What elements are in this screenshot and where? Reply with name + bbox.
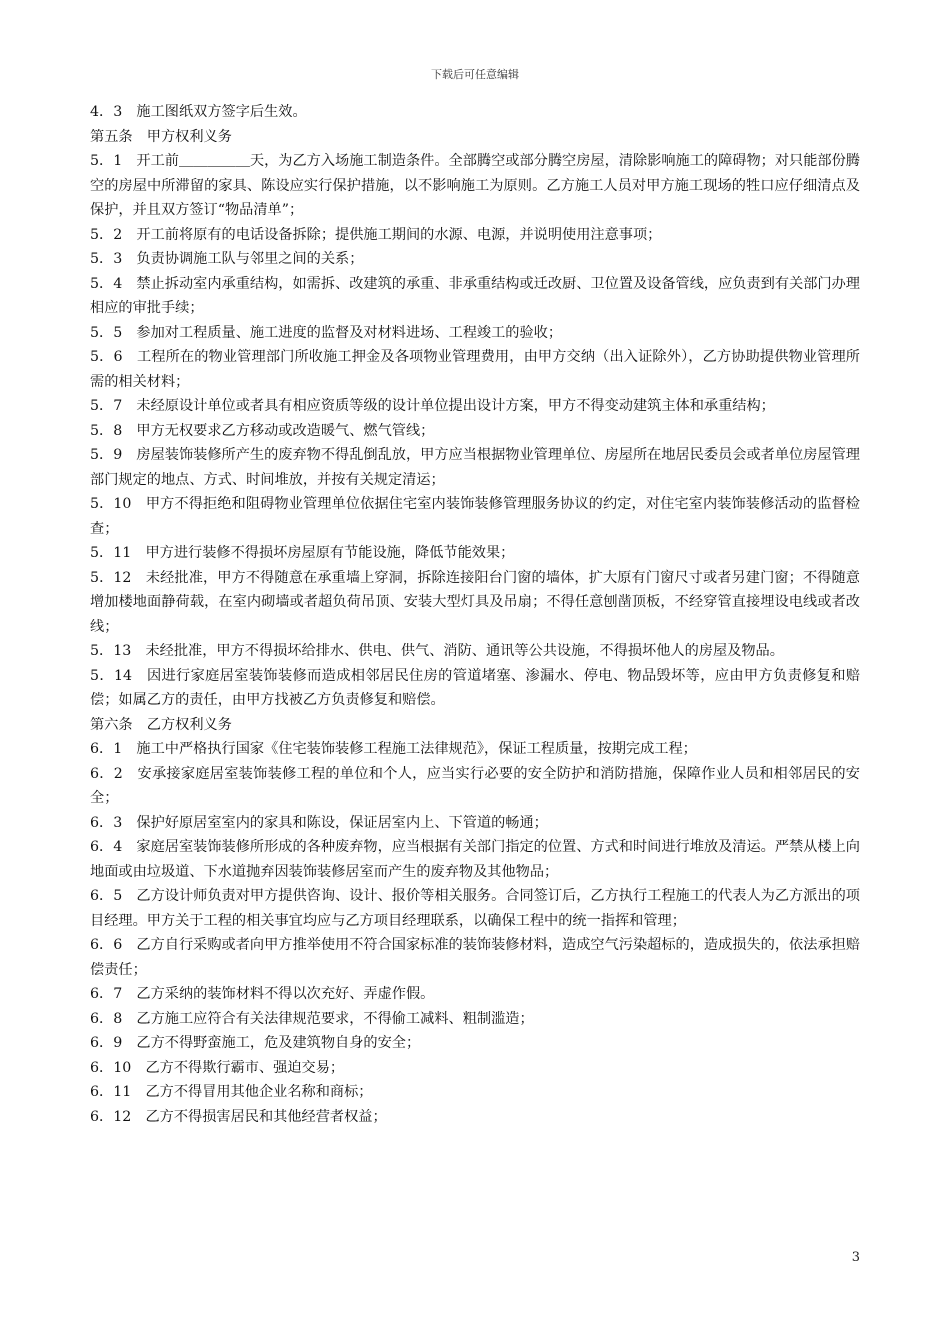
- clause-5-1: 5．1 开工前＿＿＿＿＿天，为乙方入场施工制造条件。全部腾空或部分腾空房屋，清除影响施工的障碍物；对只能部份腾空的房屋中所滞留的家具、陈设应实行保护措施，以不影响施工为原则。乙方施工人员对甲方施工现场的牲口应仔细清点及保护，并且双方签订“物品清单”；: [90, 153, 860, 218]
- clause-5-10: 5．10 甲方不得拒绝和阻碍物业管理单位依据住宅室内装饰装修管理服务协议的约定，对住宅室内装饰装修活动的监督检查；: [90, 496, 860, 537]
- clause-6-10: 6．10 乙方不得欺行霸市、强迫交易；: [90, 1059, 345, 1076]
- page-number: 3: [851, 1250, 860, 1265]
- clause-6-6: 6．6 乙方自行采购或者向甲方推举使用不符合国家标准的装饰装修材料，造成空气污染超标的，造成损失的，依法承担赔偿责任；: [90, 937, 860, 978]
- clause-5-3: 5．3 负责协调施工队与邻里之间的关系；: [90, 251, 364, 267]
- clause-5-11: 5．11 甲方进行装修不得损坏房屋原有节能设施，降低节能效果；: [90, 545, 515, 561]
- page-header: 下载后可任意编辑: [431, 68, 519, 81]
- clause-6-5: 6．5 乙方设计师负责对甲方提供咨询、设计、报价等相关服务。合同签订后，乙方执行工程施工的代表人为乙方派出的项目经理。甲方关于工程的相关事宜均应与乙方项目经理联系，以确保工程中的统一指挥和管理；: [90, 888, 860, 929]
- article-5-heading: 第五条 甲方权利义务: [90, 128, 232, 145]
- clause-6-9: 6．9 乙方不得野蛮施工，危及建筑物自身的安全；: [90, 1035, 421, 1051]
- clause-4-3: 4．3 施工图纸双方签字后生效。: [90, 104, 307, 120]
- clause-5-4: 5．4 禁止拆动室内承重结构，如需拆、改建筑的承重、非承重结构或迁改厨、卫位置及设备管线，应负责到有关部门办理相应的审批手续；: [90, 275, 860, 316]
- clause-5-12: 5．12 未经批准，甲方不得随意在承重墙上穿洞，拆除连接阳台门窗的墙体，扩大原有门窗尺寸或者另建门窗；不得随意增加楼地面静荷载，在室内砌墙或者超负荷吊顶、安装大型灯具及吊扇；不得任意刨凿顶板，不经穿管直接埋设电线或者改线；: [90, 569, 860, 635]
- clause-5-9: 5．9 房屋装饰装修所产生的废弃物不得乱倒乱放，甲方应当根据物业管理单位、房屋所在地居民委员会或者单位房屋管理部门规定的地点、方式、时间堆放，并按有关规定清运；: [90, 447, 860, 488]
- clause-6-12: 6．12 乙方不得损害居民和其他经营者权益；: [90, 1108, 387, 1125]
- clause-6-8: 6．8 乙方施工应符合有关法律规范要求，不得偷工减料、粗制滥造；: [90, 1010, 534, 1027]
- article-6-heading: 第六条 乙方权利义务: [90, 716, 232, 733]
- clause-6-4: 6．4 家庭居室装饰装修所形成的各种废弃物，应当根据有关部门指定的位置、方式和时间进行堆放及清运。严禁从楼上向地面或由垃圾道、下水道抛弃因装饰装修居室而产生的废弃物及其他物品；: [90, 839, 860, 880]
- clause-5-13: 5．13 未经批准，甲方不得损坏给排水、供电、供气、消防、通讯等公共设施，不得损坏他人的房屋及物品。: [90, 643, 784, 659]
- clause-6-1: 6．1 施工中严格执行国家《住宅装饰装修工程施工法律规范》，保证工程质量，按期完成工程；: [90, 741, 697, 757]
- clause-6-11: 6．11 乙方不得冒用其他企业名称和商标；: [90, 1084, 373, 1100]
- clause-6-7: 6．7 乙方采纳的装饰材料不得以次充好、弄虚作假。: [90, 986, 435, 1002]
- clause-5-7: 5．7 未经原设计单位或者具有相应资质等级的设计单位提出设计方案，甲方不得变动建筑主体和承重结构；: [90, 398, 775, 414]
- clause-5-5: 5．5 参加对工程质量、施工进度的监督及对材料进场、工程竣工的验收；: [90, 324, 563, 341]
- clause-5-6: 5．6 工程所在的物业管理部门所收施工押金及各项物业管理费用，由甲方交纳（出入证除外），乙方协助提供物业管理所需的相关材料；: [90, 349, 860, 390]
- clause-6-3: 6．3 保护好原居室室内的家具和陈设，保证居室内上、下管道的畅通；: [90, 814, 548, 831]
- clause-5-2: 5．2 开工前将原有的电话设备拆除；提供施工期间的水源、电源，并说明使用注意事项；: [90, 226, 662, 243]
- clause-5-14: 5．14 因进行家庭居室装饰装修而造成相邻居民住房的管道堵塞、渗漏水、停电、物品毁坏等，应由甲方负责修复和赔偿；如属乙方的责任，由甲方找被乙方负责修复和赔偿。: [90, 667, 860, 708]
- clause-6-2: 6．2 安承接家庭居室装饰装修工程的单位和个人，应当实行必要的安全防护和消防措施，保障作业人员和相邻居民的安全；: [90, 765, 860, 806]
- clause-5-8: 5．8 甲方无权要求乙方移动或改造暖气、燃气管线；: [90, 422, 435, 439]
- document-body: [90, 100, 860, 1129]
